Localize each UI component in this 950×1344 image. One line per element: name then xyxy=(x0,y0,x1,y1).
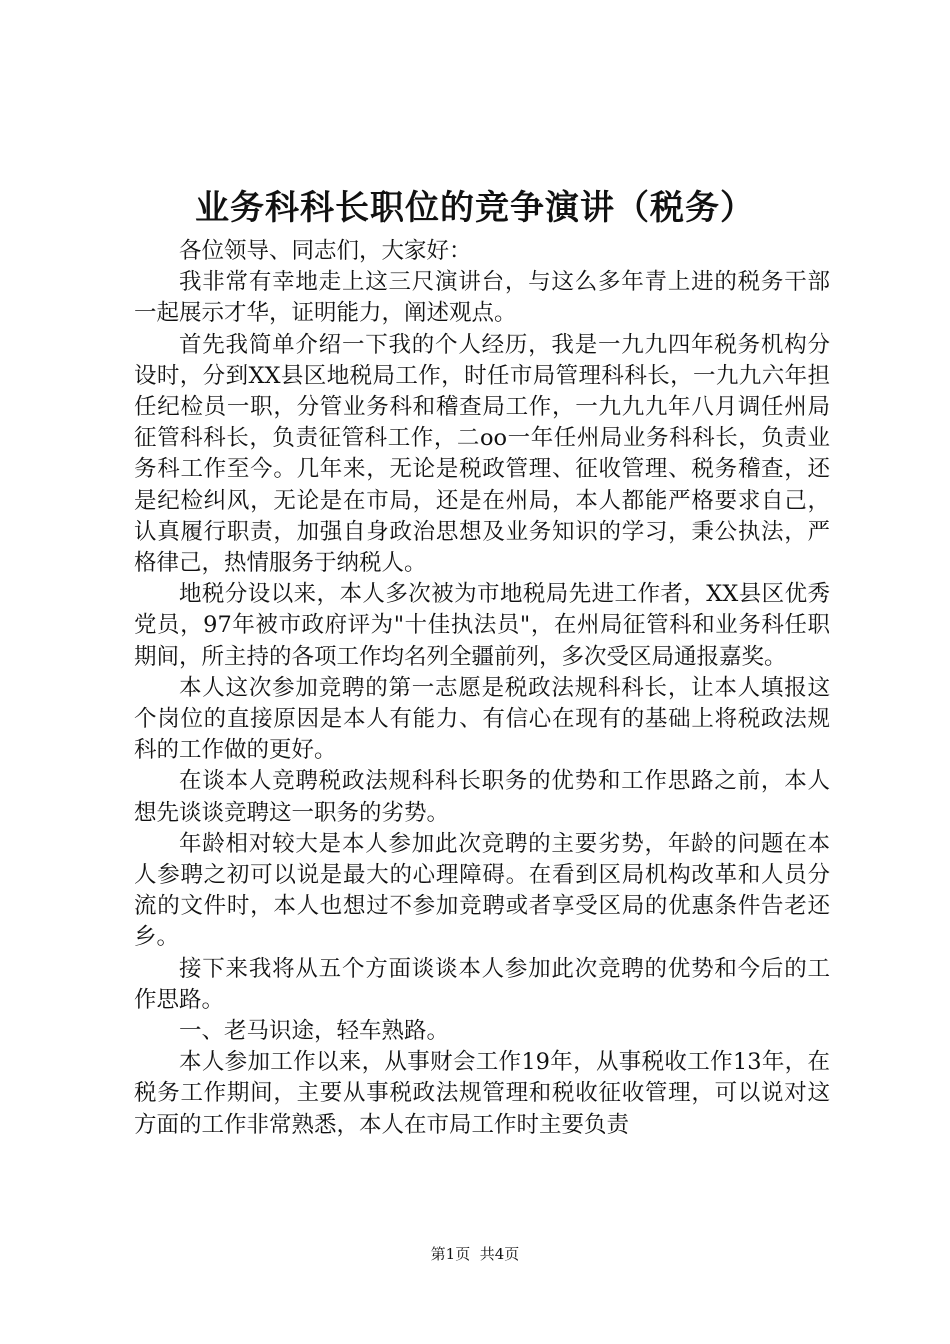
paragraph-transition: 在谈本人竞聘税政法规科科长职务的优势和工作思路之前，本人想先谈谈竞聘这一职务的劣势。 xyxy=(134,768,830,826)
paragraph-greeting: 各位领导、同志们，大家好： xyxy=(179,238,472,264)
page-total: 共4页 xyxy=(479,1245,520,1263)
paragraph-opening: 我非常有幸地走上这三尺演讲台，与这么多年青上进的税务干部一起展示才华，证明能力，阐述观点。 xyxy=(134,269,830,327)
paragraph-weakness: 年龄相对较大是本人参加此次竞聘的主要劣势，年龄的问题在本人参聘之初可以说是最大的心理障碍。在看到区局机构改革和人员分流的文件时，本人也想过不参加竞聘或者享受区局的优惠条件告老还乡。 xyxy=(134,830,830,951)
paragraph-choice: 本人这次参加竞聘的第一志愿是税政法规科科长，让本人填报这个岗位的直接原因是本人有能力、有信心在现有的基础上将税政法规科的工作做的更好。 xyxy=(134,674,830,764)
document-body xyxy=(134,236,830,1141)
section-heading-one: 一、老马识途，轻车熟路。 xyxy=(179,1018,450,1045)
paragraph-work-history: 本人参加工作以来，从事财会工作19年，从事税收工作13年，在税务工作期间，主要从事税政法规管理和税收征收管理，可以说对这方面的工作非常熟悉，本人在市局工作时主要负责 xyxy=(134,1049,830,1138)
document-title: 业务科科长职位的竞争演讲（税务） xyxy=(195,188,755,228)
paragraph-outline: 接下来我将从五个方面谈谈本人参加此次竞聘的优势和今后的工作思路。 xyxy=(134,955,830,1013)
paragraph-experience: 首先我简单介绍一下我的个人经历，我是一九九四年税务机构分设时，分到XX县区地税局工作，时任市局管理科科长，一九九六年担任纪检员一职，分管业务科和稽查局工作，一九九九年八月调任州局征管科科长，负责征管科工作，二oo一年任州局业务科科长，负责业务科工作至今。几年来，无论是税政管理、征收管理、税务稽查，还是纪检纠风，无论是在市局，还是在州局，本人都能严格要求自己，认真履行职责，加强自身政治思想及业务知识的学习，秉公执法，严格律己，热情服务于纳税人。 xyxy=(134,331,830,577)
paragraph-honors: 地税分设以来，本人多次被为市地税局先进工作者，XX县区优秀党员，97年被市政府评为"十佳执法员"，在州局征管科和业务科任职期间，所主持的各项工作均名列全疆前列，多次受区局通报嘉奖。 xyxy=(134,581,830,670)
page-number: 第1页 xyxy=(430,1245,471,1263)
page-footer xyxy=(0,1244,950,1264)
